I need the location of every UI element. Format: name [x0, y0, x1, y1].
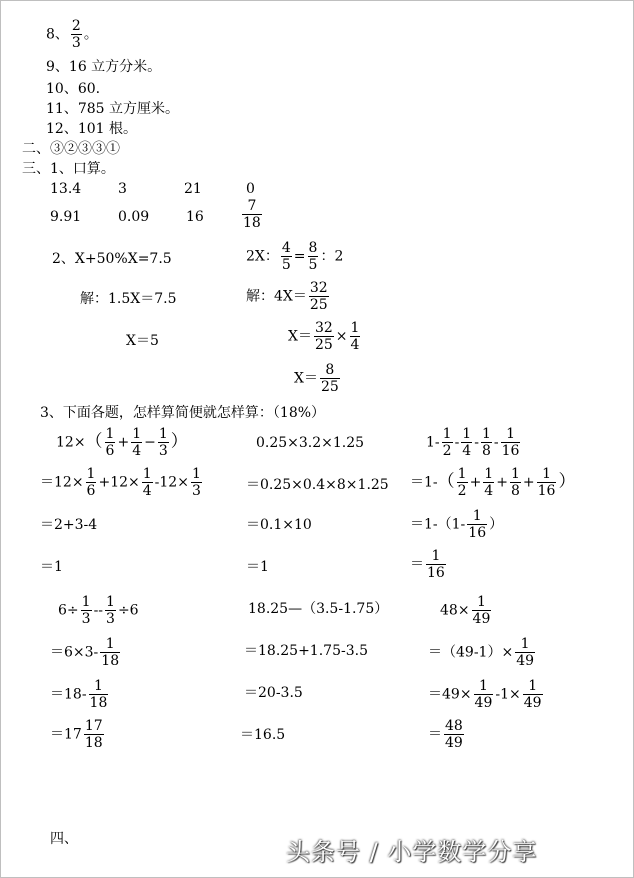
mental-value: 3 [118, 181, 127, 197]
mental-value: 16 [186, 209, 204, 225]
calc-a-line1: 12×（ $\frac{1}{6}$ + $\frac{1}{4}$ − $\frac{1}{3}$ ） [56, 426, 188, 459]
section-3: 三、1、口算。 [22, 161, 115, 177]
equation-right-step2: X＝ $\frac{32}{25}$ × $\frac{1}{4}$ [288, 320, 360, 353]
equation-right-step1: 解：4X＝ $\frac{32}{25}$ [246, 280, 328, 313]
calc-c-line1: 1- $\frac{1}{2}$ - $\frac{1}{4}$ - $\frac{1}{8}$ - $\frac{1}{16}$ [426, 426, 520, 459]
equation-left-step1: 解：1.5X＝7.5 [80, 291, 177, 307]
section-2: 二、③②③③① [22, 141, 120, 157]
calc-e-line2: ＝18.25+1.75-3.5 [244, 643, 368, 659]
item-11: 11、785 立方厘米。 [46, 101, 179, 117]
item-12: 12、101 根。 [46, 121, 137, 137]
section-4: 四、 [50, 831, 78, 847]
equation-right-title: 2X： $\frac{4}{5}$ = $\frac{8}{5}$ ：2 [246, 240, 344, 273]
calc-a-line2: ＝12× $\frac{1}{6}$ +12× $\frac{1}{4}$ -12× $\frac{1}{3}$ [40, 466, 201, 499]
equation-right-step3: X＝ $\frac{8}{25}$ [294, 362, 339, 395]
simplify-title: 3、下面各题，怎样算简便就怎样算：（18%） [40, 405, 326, 421]
calc-c-line3: ＝1-（1- $\frac{1}{16}$ ） [410, 508, 504, 541]
mental-value: 21 [184, 181, 202, 197]
calc-b-line1: 0.25×3.2×1.25 [256, 435, 365, 451]
fraction: $\frac{2}{3}$ [71, 18, 81, 51]
item-9: 9、16 立方分米。 [46, 59, 162, 75]
calc-d-line1: 6÷ $\frac{1}{3}$ -- $\frac{1}{3}$ ÷6 [58, 594, 139, 627]
calc-a-line3: ＝2+3-4 [40, 517, 98, 533]
item-10: 10、60. [46, 81, 101, 97]
calc-f-line2: ＝（49-1）× $\frac{1}{49}$ [428, 636, 535, 669]
mental-value: 0 [246, 181, 255, 197]
calc-f-line3: ＝49× $\frac{1}{49}$ -1× $\frac{1}{49}$ [428, 678, 542, 711]
calc-e-line3: ＝20-3.5 [244, 685, 303, 701]
calc-f-line4: ＝ $\frac{48}{49}$ [428, 718, 463, 751]
calc-a-line4: ＝1 [40, 559, 63, 575]
item-8: 8、 $\frac{2}{3}$ 。 [46, 18, 98, 51]
calc-c-line4: ＝ $\frac{1}{16}$ [410, 548, 445, 581]
calc-b-line4: ＝1 [246, 559, 269, 575]
calc-d-line4: ＝17 $\frac{17}{18}$ [50, 718, 103, 751]
calc-e-line4: ＝16.5 [240, 727, 286, 743]
calc-b-line2: ＝0.25×0.4×8×1.25 [246, 477, 389, 493]
watermark: 头条号 / 小学数学分享 [286, 838, 538, 866]
calc-b-line3: ＝0.1×10 [246, 517, 312, 533]
calc-d-line2: ＝6×3- $\frac{1}{18}$ [50, 636, 120, 669]
calc-e-line1: 18.25—（3.5-1.75） [248, 601, 389, 617]
equation-left-title: 2、X+50%X=7.5 [52, 251, 172, 267]
equation-left-step2: X＝5 [126, 333, 159, 349]
mental-fraction: $\frac{7}{18}$ [243, 198, 261, 231]
mental-value: 13.4 [50, 181, 82, 197]
mental-value: 9.91 [50, 209, 82, 225]
mental-value: 0.09 [118, 209, 150, 225]
calc-f-line1: 48× $\frac{1}{49}$ [440, 594, 491, 627]
calc-d-line3: ＝18- $\frac{1}{18}$ [50, 678, 108, 711]
calc-c-line2: ＝1-（ $\frac{1}{2}$ + $\frac{1}{4}$ + $\frac{1}{8}$ + $\frac{1}{16}$ ） [410, 466, 576, 499]
